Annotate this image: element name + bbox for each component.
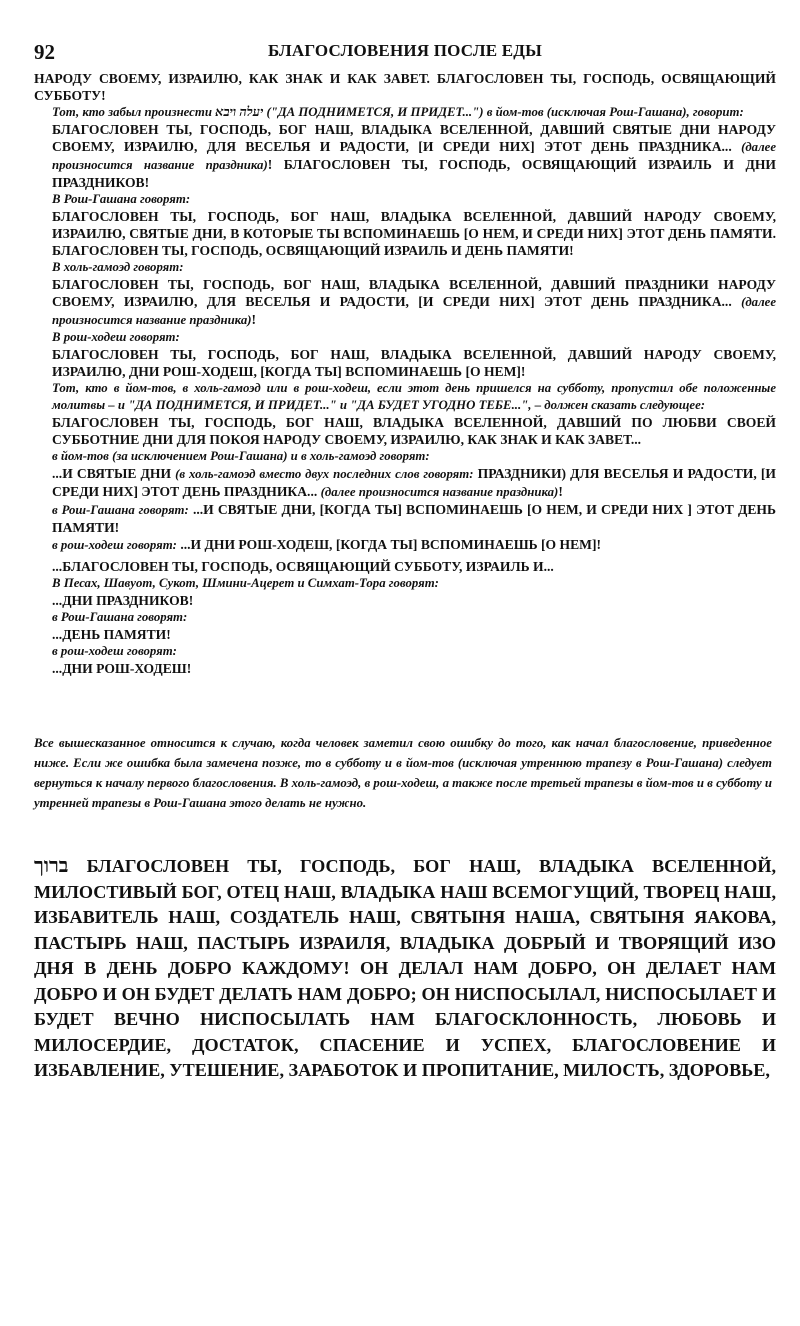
blessing-text: БЛАГОСЛОВЕН ТЫ, ГОСПОДЬ, БОГ НАШ, ВЛАДЫКА ВСЕЛЕННОЙ, ДАВШИЙ НАРОДУ СВОЕМУ, ИЗРАИЛЮ, СВЯТЫЕ ДНИ, В КОТОРЫЕ ТЫ ВСПОМИНАЕШЬ [О НЕМ, И СРЕДИ НИХ] ЭТОТ ДЕНЬ ПАМЯТИ. БЛАГОСЛОВЕН ТЫ, ГОСПОДЬ, ОСВЯЩАЮЩИЙ ИЗРАИЛЬ И ДЕНЬ ПАМЯТИ! (52, 209, 776, 258)
hebrew-opening-word: ברוך (34, 853, 69, 877)
blessing-text (34, 276, 776, 329)
instruction-text: В Песах, Шавуот, Сукот, Шмини-Ацерет и Симхат-Тора говорят: (52, 576, 439, 590)
note-paragraph: Все вышесказанное относится к случаю, когда человек заметил свою ошибку до того, как начал благословение, приведенное ниже. Если же ошибка была замечена позже, то в субботу и в йом-тов (исключая утреннюю трапезу в Рош-Гашана) следует вернуться к началу первого благословения. В холь-гамоэд, в рош-ходеш, а также после третьей трапезы в йом-тов и в субботу и утренней трапезы в Рош-Гашана этого делать не нужно. (34, 736, 772, 810)
instruction-text: в Рош-Гашана говорят: (52, 610, 188, 624)
main-blessing-text: БЛАГОСЛОВЕН ТЫ, ГОСПОДЬ, БОГ НАШ, ВЛАДЫКА ВСЕЛЕННОЙ, МИЛОСТИВЫЙ БОГ, ОТЕЦ НАШ, ВЛАДЫКА НАШ ВСЕМОГУЩИЙ, ТВОРЕЦ НАШ, ИЗБАВИТЕЛЬ НАШ, СОЗДАТЕЛЬ НАШ, СВЯТЫНЯ НАША, СВЯТЫНЯ ЯАКОВА, ПАСТЫРЬ НАШ, ПАСТЫРЬ ИЗРАИЛЯ, ВЛАДЫКА ДОБРЫЙ И ТВОРЯЩИЙ ИЗО ДНЯ В ДЕНЬ ДОБРО КАЖДОМУ! ОН ДЕЛАЛ НАМ ДОБРО, ОН ДЕЛАЕТ НАМ ДОБРО И ОН БУДЕТ ДЕЛАТЬ НАМ ДОБРО; ОН НИСПОСЫЛАЛ, НИСПОСЫЛАЕТ И БУДЕТ ВЕЧНО НИСПОСЫЛАТЬ НАМ БЛАГОСКЛОННОСТЬ, ЛЮБОВЬ И МИЛОСЕРДИЕ, ДОСТАТОК, СПАСЕНИЕ И УСПЕХ, БЛАГОСЛОВЕНИЕ И ИЗБАВЛЕНИЕ, УТЕШЕНИЕ, ЗАРАБОТОК И ПРОПИТАНИЕ, МИЛОСТЬ, ЗДОРОВЬЕ, (34, 856, 777, 1080)
blessing-text: ...ДЕНЬ ПАМЯТИ! (52, 627, 171, 642)
blessing-segment: ! (558, 484, 563, 499)
blessing-text (34, 465, 776, 501)
blessing-text: БЛАГОСЛОВЕН ТЫ, ГОСПОДЬ, БОГ НАШ, ВЛАДЫКА ВСЕЛЕННОЙ, ДАВШИЙ ПО ЛЮБВИ СВОЕЙ СУББОТНИЕ ДНИ ДЛЯ ПОКОЯ НАРОДУ СВОЕМУ, ИЗРАИЛЮ, КАК ЗНАК И КАК ЗАВЕТ... (52, 415, 776, 447)
inline-instruction: (далее произносится название праздника) (52, 295, 776, 327)
blessing-text (34, 501, 776, 536)
running-title: БЛАГОСЛОВЕНИЯ ПОСЛЕ ЕДЫ (267, 41, 543, 60)
inline-instruction: (далее произносится название праздника) (320, 485, 559, 499)
blessing-text: ...ДНИ РОШ-ХОДЕШ! (52, 661, 192, 676)
blessing-text: НАРОДУ СВОЕМУ, ИЗРАИЛЮ, КАК ЗНАК И КАК ЗАВЕТ. БЛАГОСЛОВЕН ТЫ, ГОСПОДЬ, ОСВЯЩАЮЩИЙ СУББОТУ! (34, 71, 776, 103)
instruction-text: В рош-ходеш говорят: (52, 330, 180, 344)
inline-instruction: в рош-ходеш говорят: (52, 538, 177, 552)
blessing-segment: БЛАГОСЛОВЕН ТЫ, ГОСПОДЬ, БОГ НАШ, ВЛАДЫКА ВСЕЛЕННОЙ, ДАВШИЙ СВЯТЫЕ ДНИ НАРОДУ СВОЕМУ, ИЗРАИЛЮ, ДЛЯ ВЕСЕЛЬЯ И РАДОСТИ, [И СРЕДИ НИХ] ЭТОТ ДЕНЬ ПРАЗДНИКА... (52, 122, 776, 154)
blessing-text: БЛАГОСЛОВЕН ТЫ, ГОСПОДЬ, БОГ НАШ, ВЛАДЫКА ВСЕЛЕННОЙ, ДАВШИЙ НАРОДУ СВОЕМУ, ИЗРАИЛЮ, ДНИ РОШ-ХОДЕШ, [КОГДА ТЫ] ВСПОМИНАЕШЬ [О НЕМ]! (52, 347, 776, 379)
blessing-insertions (34, 70, 776, 677)
blessing-segment: ! (251, 312, 257, 327)
blessing-text: ...ДНИ ПРАЗДНИКОВ! (52, 593, 194, 608)
main-blessing (34, 853, 776, 1084)
inline-instruction: (в холь-гамоэд вместо двух последних слов говорят: (175, 467, 474, 481)
blessing-segment: ...И ДНИ РОШ-ХОДЕШ, [КОГДА ТЫ] ВСПОМИНАЕШЬ [О НЕМ]! (180, 537, 602, 552)
blessing-segment: ...И СВЯТЫЕ ДНИ (52, 466, 172, 481)
inline-instruction: (далее произносится название праздника) (52, 140, 776, 172)
page-header (34, 40, 776, 70)
blessing-text (34, 536, 776, 554)
blessing-segment: ПРАЗДНИКИ) ДЛЯ ВЕСЕЛЬЯ И РАДОСТИ, [И СРЕДИ НИХ] ЭТОТ ДЕНЬ ПРАЗДНИКА... (52, 466, 776, 499)
blessing-text (34, 121, 776, 191)
instruction-text: в рош-ходеш говорят: (52, 644, 177, 658)
blessing-text: ...БЛАГОСЛОВЕН ТЫ, ГОСПОДЬ, ОСВЯЩАЮЩИЙ СУББОТУ, ИЗРАИЛЬ И... (52, 559, 554, 574)
instruction-text: Тот, кто забыл произнести יעלה ויבא ("ДА ПОДНИМЕТСЯ, И ПРИДЕТ...") в йом-тов (исключая Рош-Гашана), говорит: (52, 105, 744, 119)
instruction-text: В Рош-Гашана говорят: (52, 192, 191, 206)
inline-instruction: в Рош-Гашана говорят: (52, 503, 189, 517)
instruction-text: в йом-тов (за исключением Рош-Гашана) и в холь-гамоэд говорят: (52, 449, 430, 463)
blessing-segment: ...И СВЯТЫЕ ДНИ, [КОГДА ТЫ] ВСПОМИНАЕШЬ [О НЕМ, И СРЕДИ НИХ ] ЭТОТ ДЕНЬ ПАМЯТИ! (52, 502, 776, 535)
instruction-text: В холь-гамоэд говорят: (52, 260, 184, 274)
page-number: 92 (34, 40, 55, 64)
blessing-segment: БЛАГОСЛОВЕН ТЫ, ГОСПОДЬ, БОГ НАШ, ВЛАДЫКА ВСЕЛЕННОЙ, ДАВШИЙ ПРАЗДНИКИ НАРОДУ СВОЕМУ, ИЗРАИЛЮ, ДЛЯ ВЕСЕЛЬЯ И РАДОСТИ, [И СРЕДИ НИХ] ЭТОТ ДЕНЬ ПРАЗДНИКА... (52, 277, 776, 309)
instruction-text: Тот, кто в йом-тов, в холь-гамоэд или в рош-ходеш, если этот день пришелся на субботу, пропустил обе положенные молитвы – и "ДА ПОДНИМЕТСЯ, И ПРИДЕТ..." и "ДА БУДЕТ УГОДНО ТЕБЕ...", – должен сказать следующее: (52, 381, 776, 412)
blessing-segment: ! БЛАГОСЛОВЕН ТЫ, ГОСПОДЬ, ОСВЯЩАЮЩИЙ ИЗРАИЛЬ И ДНИ ПРАЗДНИКОВ! (52, 157, 776, 190)
